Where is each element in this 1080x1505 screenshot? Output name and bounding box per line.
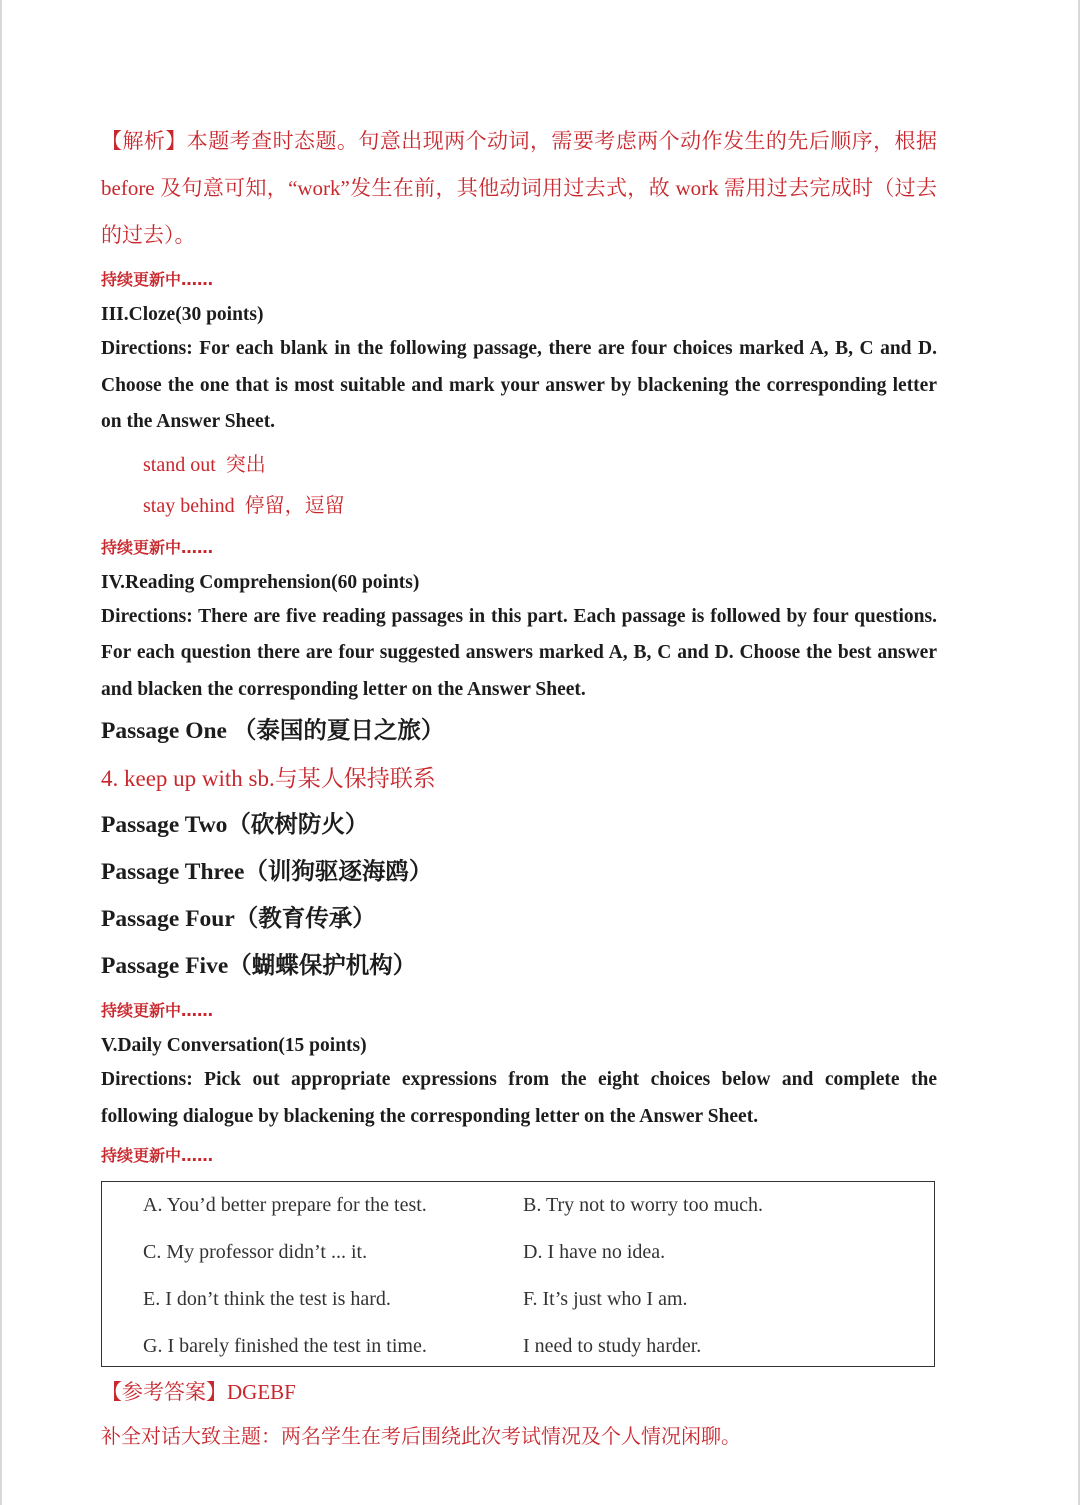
dialogue-summary: 补全对话大致主题：两名学生在考后围绕此次考试情况及个人情况闲聊。 <box>101 1426 741 1448</box>
choice-b: B. Try not to worry too much. <box>523 1194 764 1216</box>
analysis-paragraph: 【解析】本题考查时态题。句意出现两个动词，需要考虑两个动作发生的先后顺序，根据 before 及句意可知，“work”发生在前，其他动词用过去式，故 work 需用过去完成时（过去的过去）。 <box>101 129 937 247</box>
vocab-item <box>143 486 937 527</box>
cloze-directions: Directions: For each blank in the following passage, there are four choices marked A, B, C and D. Choose the one that is most suitable and mark your answer by blackening the corresponding letter on the Answer Sheet. <box>101 338 937 432</box>
choice-d: D. I have no idea. <box>523 1241 666 1263</box>
passage-heading: Passage Four（教育传承） <box>101 906 376 932</box>
updating-label: 持续更新中…… <box>101 537 214 557</box>
reading-directions: Directions: There are five reading passages in this part. Each passage is followed by four questions. For each question there are four suggested answers marked A, B, C and D. Choose the best answer and blacken the corresponding letter on the Answer Sheet. <box>101 605 937 700</box>
updating-label: 持续更新中…… <box>101 1146 214 1165</box>
choices-box <box>101 1181 935 1367</box>
choice-g: G. I barely finished the test in time. <box>143 1335 427 1357</box>
vocab-english: stand out <box>143 453 216 476</box>
vocab-item <box>143 445 937 486</box>
phrase-note: 4. keep up with sb.与某人保持联系 <box>101 766 436 791</box>
passage-heading: Passage Three（训狗驱逐海鸥） <box>101 859 433 885</box>
passage-heading: Passage Two（砍树防火） <box>101 812 369 838</box>
vocab-chinese: 停留，逗留 <box>244 494 345 517</box>
document-page <box>101 118 937 1459</box>
vocab-english: stay behind <box>143 494 235 517</box>
vocab-chinese: 突出 <box>225 453 266 476</box>
choice-h: I need to study harder. <box>523 1335 702 1357</box>
updating-label: 持续更新中…… <box>101 270 214 289</box>
conversation-section-title: V.Daily Conversation(15 points) <box>101 1035 367 1056</box>
reference-answer: 【参考答案】DGEBF <box>101 1380 296 1404</box>
choice-a: A. You’d better prepare for the test. <box>143 1194 427 1216</box>
cloze-section-title: III.Cloze(30 points) <box>101 304 264 325</box>
reading-section-title: IV.Reading Comprehension(60 points) <box>101 571 420 593</box>
updating-label: 持续更新中…… <box>101 1001 214 1020</box>
choice-c: C. My professor didn’t ... it. <box>143 1241 368 1263</box>
conversation-directions: Directions: Pick out appropriate expressions from the eight choices below and complete the following dialogue by blackening the corresponding letter on the Answer Sheet. <box>101 1069 937 1127</box>
passage-heading: Passage Five（蝴蝶保护机构） <box>101 953 417 979</box>
choice-e: E. I don’t think the test is hard. <box>143 1288 391 1310</box>
page-edge-left <box>0 0 2 1505</box>
passage-one-heading: Passage One （泰国的夏日之旅） <box>101 718 445 744</box>
choice-f: F. It’s just who I am. <box>523 1288 688 1310</box>
